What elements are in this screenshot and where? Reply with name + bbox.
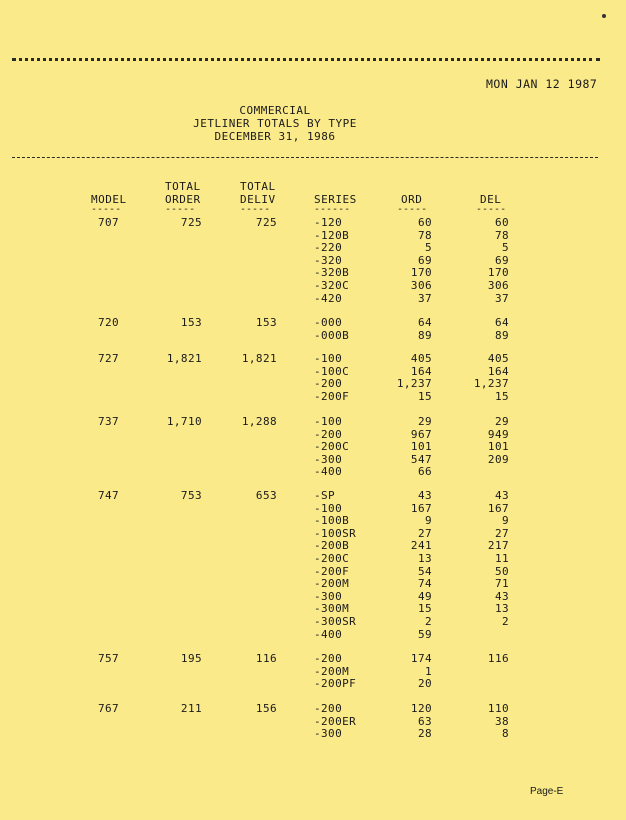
del-cell: 116: [487, 652, 509, 665]
model-cell: 767: [98, 702, 120, 715]
series-cell: -200: [314, 427, 343, 441]
total-order-cell: 753: [180, 489, 202, 502]
del-cell: 27: [494, 526, 509, 540]
underline-model: -----: [91, 204, 122, 215]
ord-cell: 27: [417, 526, 432, 540]
ord-cell: 29: [417, 415, 432, 428]
paper-speck: [602, 14, 606, 18]
ord-cell: 306: [410, 279, 432, 292]
series-cell: -000B: [314, 328, 350, 342]
ord-cell: 2: [424, 615, 432, 628]
series-cell: -200F: [314, 389, 350, 403]
title-line-2: JETLINER TOTALS BY TYPE: [193, 117, 357, 130]
del-cell: 306: [487, 279, 509, 292]
del-cell: 8: [501, 727, 509, 741]
series-cell: -200: [314, 702, 343, 715]
series-cell: -400: [314, 465, 343, 479]
del-cell: 101: [487, 440, 509, 454]
underline-deliv: -----: [240, 204, 271, 215]
total-deliv-cell: 1,288: [241, 415, 277, 428]
model-cell: 737: [98, 415, 120, 428]
ord-cell: 64: [417, 316, 432, 329]
series-cell: -100SR: [314, 526, 357, 540]
total-deliv-cell: 153: [255, 316, 277, 329]
ord-cell: 66: [417, 465, 432, 479]
ord-cell: 101: [410, 440, 432, 454]
series-cell: -200: [314, 377, 343, 391]
col-total-deliv-1: TOTAL: [240, 180, 276, 193]
col-ord: ORD: [401, 193, 423, 206]
total-deliv-cell: 725: [255, 216, 277, 229]
series-cell: -SP: [314, 489, 336, 502]
del-cell: 2: [501, 615, 509, 628]
series-cell: -300: [314, 727, 343, 741]
series-cell: -420: [314, 291, 343, 305]
del-cell: 209: [487, 452, 509, 466]
ord-cell: 241: [410, 539, 432, 553]
total-order-cell: 211: [180, 702, 202, 715]
model-cell: 747: [98, 489, 120, 502]
del-cell: 170: [487, 266, 509, 280]
total-order-cell: 725: [180, 216, 202, 229]
ord-cell: 74: [417, 577, 432, 591]
del-cell: 1,237: [473, 377, 509, 391]
series-cell: -200ER: [314, 714, 357, 728]
del-cell: 43: [494, 489, 509, 502]
col-total-deliv-2: DELIV: [240, 193, 276, 206]
del-cell: 64: [494, 316, 509, 329]
ord-cell: 1: [424, 664, 432, 678]
series-cell: -100: [314, 501, 343, 515]
ord-cell: 9: [424, 514, 432, 528]
series-cell: -200C: [314, 552, 350, 565]
model-cell: 720: [98, 316, 120, 329]
series-cell: -100: [314, 352, 343, 365]
del-cell: 949: [487, 427, 509, 441]
total-deliv-cell: 653: [255, 489, 277, 502]
underline-del: -----: [476, 204, 507, 215]
series-cell: -300: [314, 589, 343, 603]
col-series: SERIES: [314, 193, 357, 206]
series-cell: -200C: [314, 440, 350, 454]
series-cell: -320: [314, 253, 343, 267]
series-cell: -000: [314, 316, 343, 329]
underline-order: -----: [165, 204, 196, 215]
del-cell: 110: [487, 702, 509, 715]
del-cell: 405: [487, 352, 509, 365]
del-cell: 13: [494, 602, 509, 616]
ord-cell: 78: [417, 228, 432, 242]
total-order-cell: 153: [180, 316, 202, 329]
dotted-rule: [12, 58, 600, 65]
del-cell: 29: [494, 415, 509, 428]
ord-cell: 405: [410, 352, 432, 365]
series-cell: -320B: [314, 266, 350, 280]
del-cell: 37: [494, 291, 509, 305]
dashed-rule: [12, 157, 598, 158]
series-cell: -100: [314, 415, 343, 428]
ord-cell: 13: [417, 552, 432, 565]
ord-cell: 89: [417, 328, 432, 342]
del-cell: 60: [494, 216, 509, 229]
series-cell: -300M: [314, 602, 350, 616]
del-cell: 89: [494, 328, 509, 342]
ord-cell: 170: [410, 266, 432, 280]
series-cell: -400: [314, 627, 343, 641]
underline-series: ------: [314, 204, 351, 215]
col-model: MODEL: [91, 193, 127, 206]
ord-cell: 164: [410, 364, 432, 378]
del-cell: 15: [494, 389, 509, 403]
ord-cell: 120: [410, 702, 432, 715]
model-cell: 727: [98, 352, 120, 365]
del-cell: 11: [494, 552, 509, 565]
series-cell: -200F: [314, 564, 350, 578]
underline-ord: -----: [397, 204, 428, 215]
del-cell: 69: [494, 253, 509, 267]
total-deliv-cell: 116: [255, 652, 277, 665]
del-cell: 71: [494, 577, 509, 591]
report-date: MON JAN 12 1987: [486, 77, 598, 91]
ord-cell: 967: [410, 427, 432, 441]
del-cell: 217: [487, 539, 509, 553]
col-del: DEL: [480, 193, 502, 206]
ord-cell: 547: [410, 452, 432, 466]
del-cell: 50: [494, 564, 509, 578]
del-cell: 78: [494, 228, 509, 242]
series-cell: -200M: [314, 577, 350, 591]
ord-cell: 28: [417, 727, 432, 741]
ord-cell: 20: [417, 677, 432, 691]
series-cell: -120: [314, 216, 343, 229]
col-total-order-2: ORDER: [165, 193, 201, 206]
ord-cell: 69: [417, 253, 432, 267]
total-order-cell: 195: [180, 652, 202, 665]
series-cell: -120B: [314, 228, 350, 242]
series-cell: -200: [314, 652, 343, 665]
del-cell: 43: [494, 589, 509, 603]
del-cell: 38: [494, 714, 509, 728]
series-cell: -100C: [314, 364, 350, 378]
ord-cell: 1,237: [396, 377, 432, 391]
title-line-1: COMMERCIAL: [239, 104, 311, 117]
series-cell: -220: [314, 241, 343, 255]
ord-cell: 15: [417, 389, 432, 403]
ord-cell: 54: [417, 564, 432, 578]
ord-cell: 15: [417, 602, 432, 616]
ord-cell: 63: [417, 714, 432, 728]
ord-cell: 60: [417, 216, 432, 229]
title-line-3: DECEMBER 31, 1986: [214, 130, 336, 143]
del-cell: 9: [501, 514, 509, 528]
ord-cell: 167: [410, 501, 432, 515]
series-cell: -200PF: [314, 677, 357, 691]
series-cell: -320C: [314, 279, 350, 292]
model-cell: 707: [98, 216, 120, 229]
ord-cell: 174: [410, 652, 432, 665]
ord-cell: 37: [417, 291, 432, 305]
series-cell: -300: [314, 452, 343, 466]
series-cell: -200B: [314, 539, 350, 553]
ord-cell: 5: [424, 241, 432, 255]
total-order-cell: 1,821: [166, 352, 202, 365]
total-deliv-cell: 1,821: [241, 352, 277, 365]
model-cell: 757: [98, 652, 120, 665]
ord-cell: 49: [417, 589, 432, 603]
series-cell: -100B: [314, 514, 350, 528]
del-cell: 164: [487, 364, 509, 378]
ord-cell: 43: [417, 489, 432, 502]
page-label: Page-E: [530, 786, 564, 797]
col-total-order-1: TOTAL: [165, 180, 201, 193]
del-cell: 167: [487, 501, 509, 515]
series-cell: -200M: [314, 664, 350, 678]
series-cell: -300SR: [314, 615, 357, 628]
del-cell: 5: [501, 241, 509, 255]
ord-cell: 59: [417, 627, 432, 641]
total-deliv-cell: 156: [255, 702, 277, 715]
total-order-cell: 1,710: [166, 415, 202, 428]
